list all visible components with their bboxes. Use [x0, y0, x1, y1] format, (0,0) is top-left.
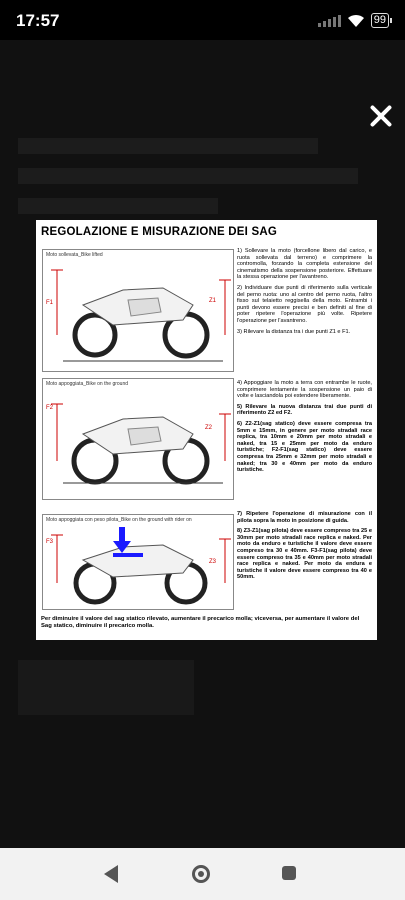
diagram-panel-2: [42, 378, 234, 500]
steps-block-2: [237, 380, 372, 478]
step-4: 4) Appoggiare la moto a terra con entrambe le ruote, comprimere lentamente la sospensione un paio di volte e lasciandola poi estendere liberamente.: [237, 380, 372, 400]
motorcycle-rider-illustration: [43, 515, 233, 609]
steps-block-3: [237, 511, 372, 585]
steps-block-1: [237, 248, 372, 339]
panel-3-caption: Moto appoggiata con peso pilota_Bike on the ground with rider on: [46, 517, 192, 523]
battery-icon: 99: [371, 13, 389, 28]
recent-apps-icon[interactable]: [282, 866, 296, 880]
motorcycle-lifted-illustration: [43, 250, 233, 371]
step-1: 1) Sollevare la moto (forcellone libero dal carico, e ruota sollevata dal terreno) e comprimere la contromolla, forzando la completa estensione del cinematismo della sospensione posteriore. Effettuare la stessa operazione per l'avantreno.: [237, 248, 372, 281]
back-icon[interactable]: [104, 865, 118, 883]
panel-1-label-f: F1: [46, 300, 54, 306]
navigation-bar: [0, 848, 405, 900]
motorcycle-ground-illustration: [43, 379, 233, 499]
panel-2-caption: Moto appoggiata_Bike on the ground: [46, 381, 129, 387]
close-icon[interactable]: [367, 102, 395, 130]
panel-2-label-z: Z2: [205, 425, 213, 431]
wifi-icon: [347, 14, 365, 28]
diagram-panel-1: [42, 249, 234, 372]
document-image: [36, 220, 377, 640]
panel-3-label-f: F3: [46, 539, 54, 545]
status-time: 17:57: [16, 11, 60, 30]
step-5: 5) Rilevare la nuova distanza trai due punti di riferimento Z2 ed F2.: [237, 403, 372, 417]
diagram-panel-3: [42, 514, 234, 610]
panel-1-label-z: Z1: [209, 298, 217, 304]
panel-1-caption: Moto sollevata_Bike lifted: [46, 252, 103, 258]
step-6: 6) Z2-Z1(sag statico) deve essere compresa tra 5mm e 15mm, in genere per moto stradali race replica, tra 10mm e 20mm per moto stradali e naked, tra 15 e 25mm per moto da enduro turistiche; F2-F1(sag statico) deve essere compresa tra 25mm e 32mm per moto stradali e naked; tra 30 e 40mm per moto da enduro turistiche.: [237, 420, 372, 474]
step-2: 2) Individuare due punti di riferimento sulla verticale del perno ruota: uno al centro del perno ruota, l'altro fisso sul telaietto reggisella della moto. Entrambi i punti devono essere precisi e ben definiti al fine di poter ripetere l'operazione più volte. Ripetere l'operazione per l'avantreno.: [237, 284, 372, 324]
step-8: 8) Z3-Z1(sag pilota) deve essere compreso tra 25 e 30mm per moto stradali race replica e naked. Per moto da enduro e turistiche il valore deve essere compreso tra 30 e 40mm. F3-F1(sag pilota) deve essere compreso tra 35 e 40mm per moto stradali race replica e naked. Per moto da endura e turistiche il valore deve essere compreso tra 40 e 50mm.: [237, 528, 372, 581]
panel-2-label-f: F2: [46, 405, 54, 411]
signal-icon: [318, 14, 341, 27]
background-block: [18, 660, 194, 715]
step-3: 3) Rilevare la distanza tra i due punti Z1 e F1.: [237, 328, 351, 335]
panel-3-label-z: Z3: [209, 559, 217, 565]
home-icon[interactable]: [192, 865, 210, 883]
document-title: REGOLAZIONE E MISURAZIONE DEI SAG: [41, 226, 277, 238]
step-7: 7) Ripetere l'operazione di misurazione con il pilota sopra la moto in posizione di guida.: [237, 511, 372, 524]
background-text-placeholder: [18, 130, 388, 228]
document-footer: Per diminuire il valore del sag statico rilevato, aumentare il precarico molla; viceversa, per aumentare il valore del Sag statico, diminuire il precarico molla.: [41, 616, 360, 629]
status-bar: [0, 0, 405, 40]
status-icons: [318, 13, 389, 28]
